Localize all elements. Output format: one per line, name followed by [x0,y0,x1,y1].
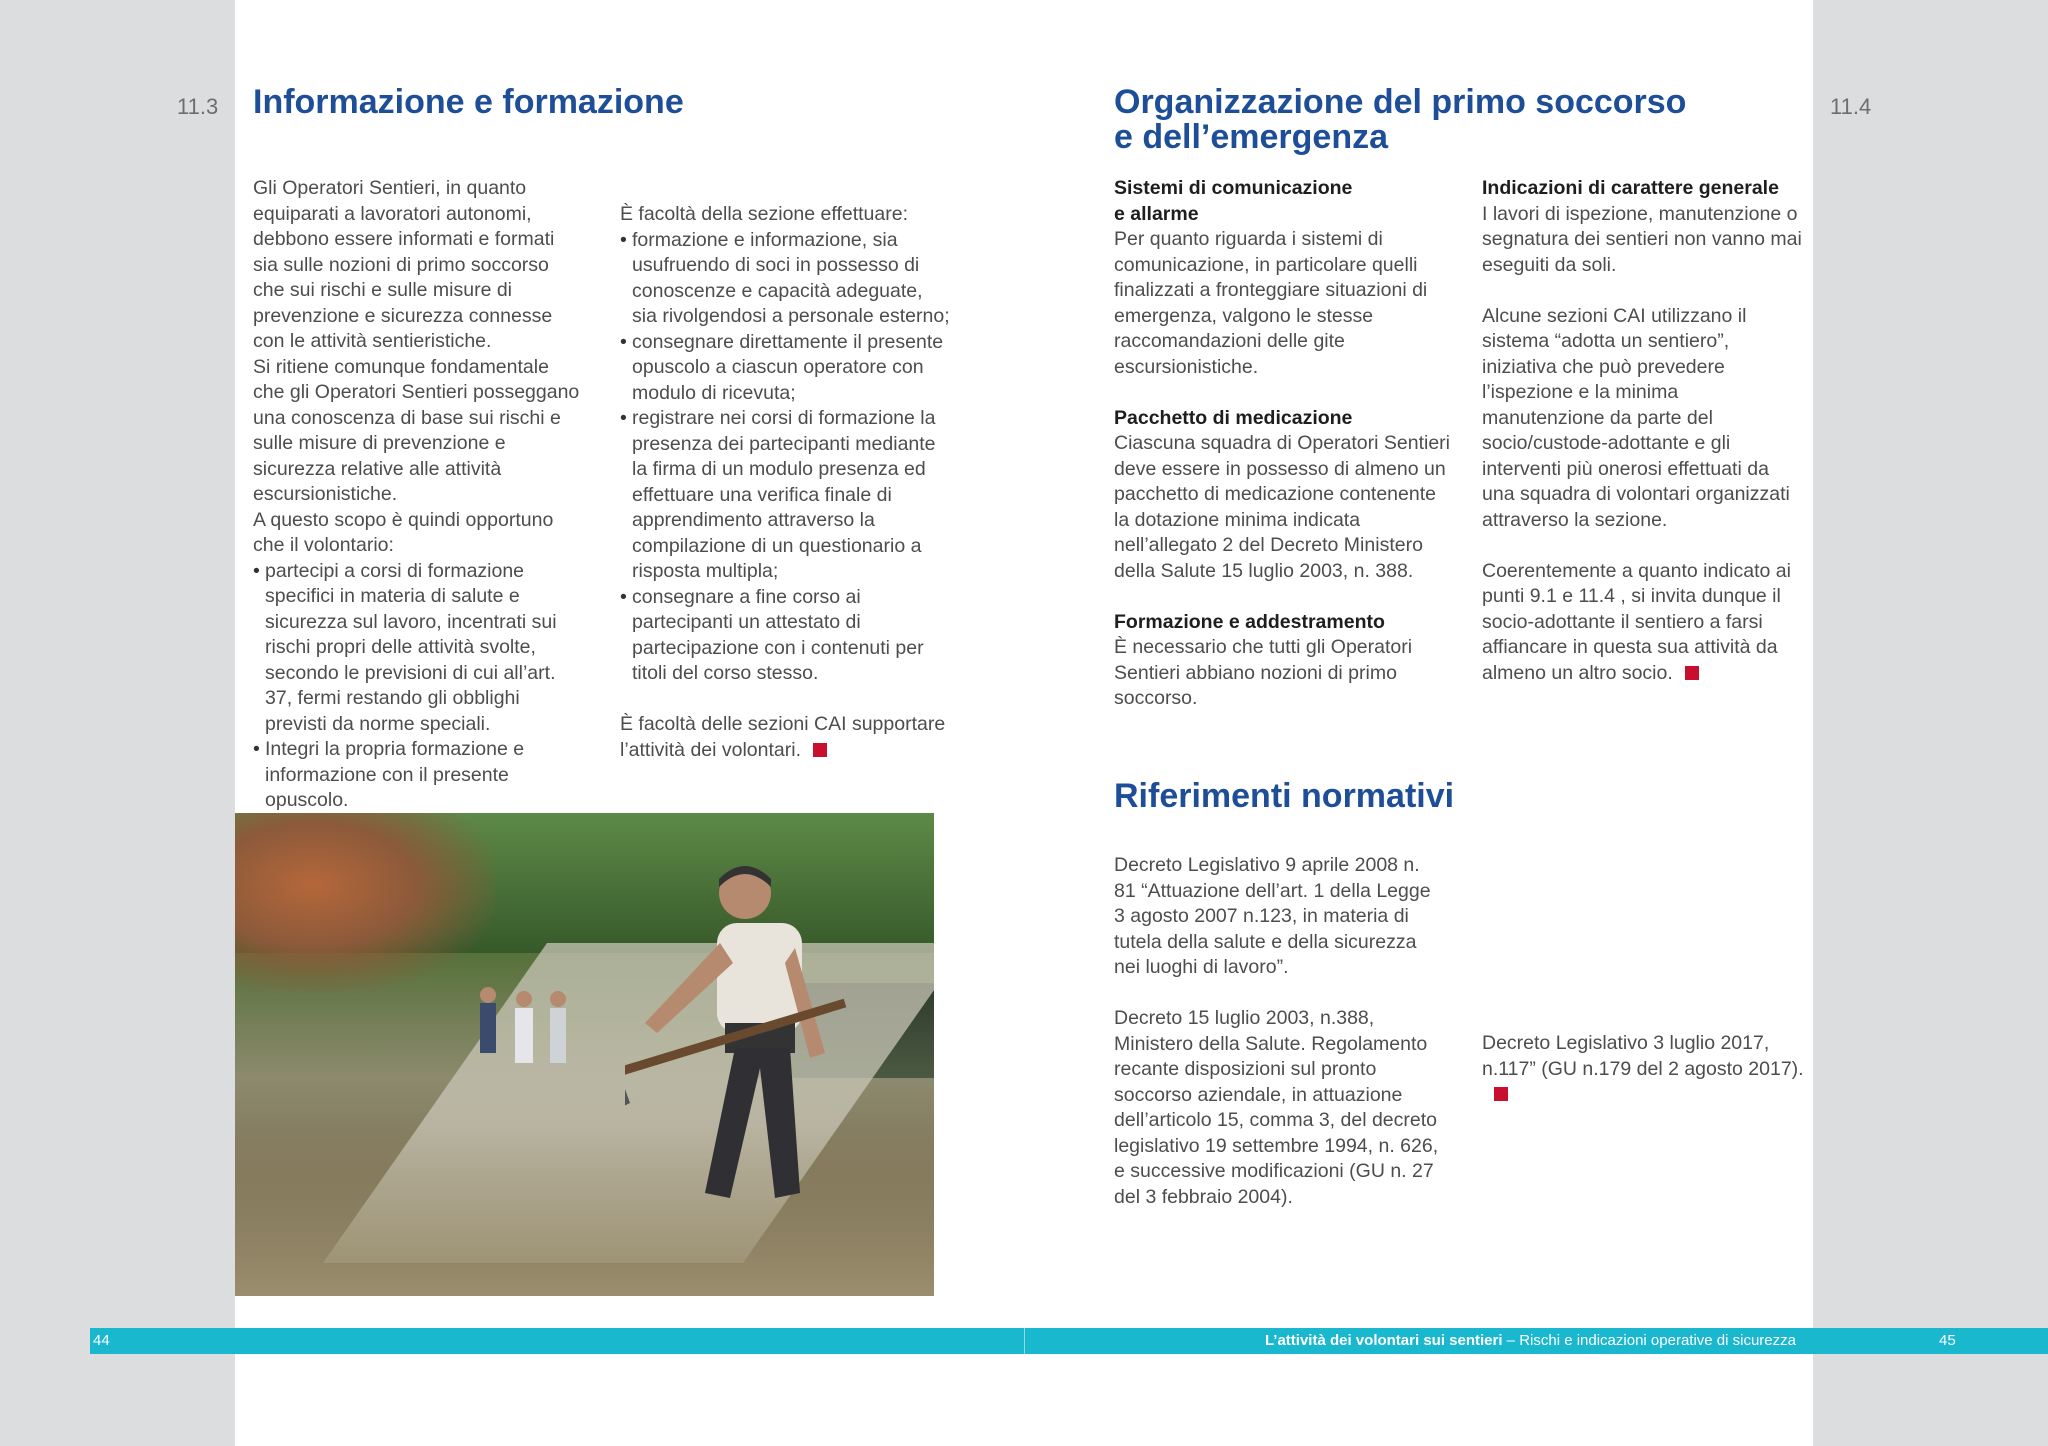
list-item: • registrare nei corsi di formazione la presenza dei partecipanti mediante la firma di un modulo presenza ed effettuare una verifica finale di apprendimento attraverso la compilazione di un questionario a risposta multipla; [620,406,950,585]
section-title-riferimenti: Riferimenti normativi [1114,777,1455,815]
bullet-list [253,559,583,814]
paragraph: A questo scopo è quindi opportuno che il volontario: [253,508,554,556]
paragraph [1482,559,1802,687]
paragraph-text: Coerentemente a quanto indicato ai punti 9.1 e 11.4 , si invita dunque il socio-adottante il sentiero a farsi affiancare in questa sua attività da almeno un altro socio. [1482,559,1791,684]
page-number-right: 45 [1939,1332,1956,1349]
paragraph: Decreto Legislativo 9 aprile 2008 n. 81 “Attuazione dell’art. 1 della Legge 3 agosto 2007 n.123, in materia di tutela della salute e della sicurezza nei luoghi di lavoro”. [1114,854,1431,978]
page-title-left: Informazione e formazione [253,83,684,121]
photo-hikers-group [475,983,585,1103]
paragraph: Per quanto riguarda i sistemi di comunicazione, in particolare quelli finalizzati a fronteggiare situazioni di emergenza, valgono le stesse raccomandazioni delle gite escursionistiche. [1114,228,1428,378]
title-line: Organizzazione del primo soccorso [1114,83,1687,121]
paragraph [1482,1031,1812,1108]
closing-paragraph [620,712,950,763]
riferimenti-column-1 [1114,853,1444,1210]
end-mark-icon [1685,666,1699,680]
list-item: • consegnare a fine corso ai partecipanti un attestato di partecipazione con i contenuti per titoli del corso stesso. [620,585,950,687]
paragraph: Gli Operatori Sentieri, in quanto equiparati a lavoratori autonomi, debbono essere informati e formati sia sulle nozioni di primo soccorso che sui rischi e sulle misure di prevenzione e sicurezza connesse con le attività sentieristiche. [253,177,555,352]
title-line: e dell’emergenza [1114,118,1389,156]
footer-title-bold: L’attività dei volontari sui sentieri [1264,1332,1503,1349]
right-column-2 [1482,176,1802,686]
page-number-left: 44 [93,1332,110,1349]
left-column-1 [253,176,583,814]
section-number-left: 11.3 [177,94,219,119]
footer-divider [1024,1328,1025,1354]
subheading-line: Sistemi di comunicazione [1114,177,1353,199]
footer-title [1265,1332,1796,1349]
subheading: Indicazioni di carattere generale [1482,177,1779,199]
paragraph: Decreto 15 luglio 2003, n.388, Ministero della Salute. Regolamento recante disposizioni sul pronto soccorso aziendale, in attuazione dell’articolo 15, comma 3, del decreto legislativo 19 settembre 1994, n. 626, e successive modificazioni (GU n. 27 del 3 febbraio 2004). [1114,1007,1439,1208]
right-column-1 [1114,176,1454,712]
page-title-right [1114,85,1714,155]
paragraph: Alcune sezioni CAI utilizzano il sistema “adotta un sentiero”, iniziativa che può prevedere l’ispezione e la minima manutenzione da parte del socio/custode-adottante e gli interventi più onerosi effettuati da una squadra di volontari organizzati attraverso la sezione. [1482,304,1790,531]
paragraph: È necessario che tutti gli Operatori Sentieri abbiano nozioni di primo soccorso. [1114,636,1413,709]
subheading-line: e allarme [1114,202,1199,225]
paragraph: È facoltà della sezione effettuare: [620,203,908,225]
photo-volunteer-with-pickaxe [625,853,855,1233]
trail-work-photo [235,813,934,1296]
subheading: Formazione e addestramento [1114,610,1385,633]
paragraph: I lavori di ispezione, manutenzione o segnatura dei sentieri non vanno mai eseguiti da soli. [1482,202,1802,276]
end-mark-icon [813,743,827,757]
paragraph-text: Decreto Legislativo 3 luglio 2017, n.117” (GU n.179 del 2 agosto 2017). [1482,1032,1804,1080]
closing-text: È facoltà delle sezioni CAI supportare l’attività dei volontari. [620,713,946,761]
end-mark-icon [1494,1087,1508,1101]
bullet-list [620,228,950,687]
footer-bar [90,1328,2048,1354]
subheading: Pacchetto di medicazione [1114,406,1353,429]
list-item: • Integri la propria formazione e informazione con il presente opuscolo. [253,737,583,814]
riferimenti-column-2 [1482,1031,1812,1108]
paragraph: Si ritiene comunque fondamentale che gli Operatori Sentieri posseggano una conoscenza di base sui rischi e sulle misure di prevenzione e sicurezza relative alle attività escursionistiche. [253,355,580,505]
left-column-2 [620,202,950,763]
footer-title-rest: – Rischi e indicazioni operative di sicurezza [1502,1332,1796,1349]
photo-autumn-leaves [235,813,495,993]
list-item: • consegnare direttamente il presente opuscolo a ciascun operatore con modulo di ricevuta; [620,330,950,407]
subheading [1114,176,1454,227]
section-number-right: 11.4 [1830,94,1872,119]
list-item: • partecipi a corsi di formazione specifici in materia di salute e sicurezza sul lavoro, incentrati sui rischi propri delle attività svolte, secondo le previsioni di cui all’art. 37, fermi restando gli obblighi previsti da norme speciali. [253,559,583,738]
paragraph: Ciascuna squadra di Operatori Sentieri deve essere in possesso di almeno un pacchetto di medicazione contenente la dotazione minima indicata nell’allegato 2 del Decreto Ministero della Salute 15 luglio 2003, n. 388. [1114,432,1451,582]
list-item: • formazione e informazione, sia usufruendo di soci in possesso di conoscenze e capacità adeguate, sia rivolgendosi a personale esterno; [620,228,950,330]
